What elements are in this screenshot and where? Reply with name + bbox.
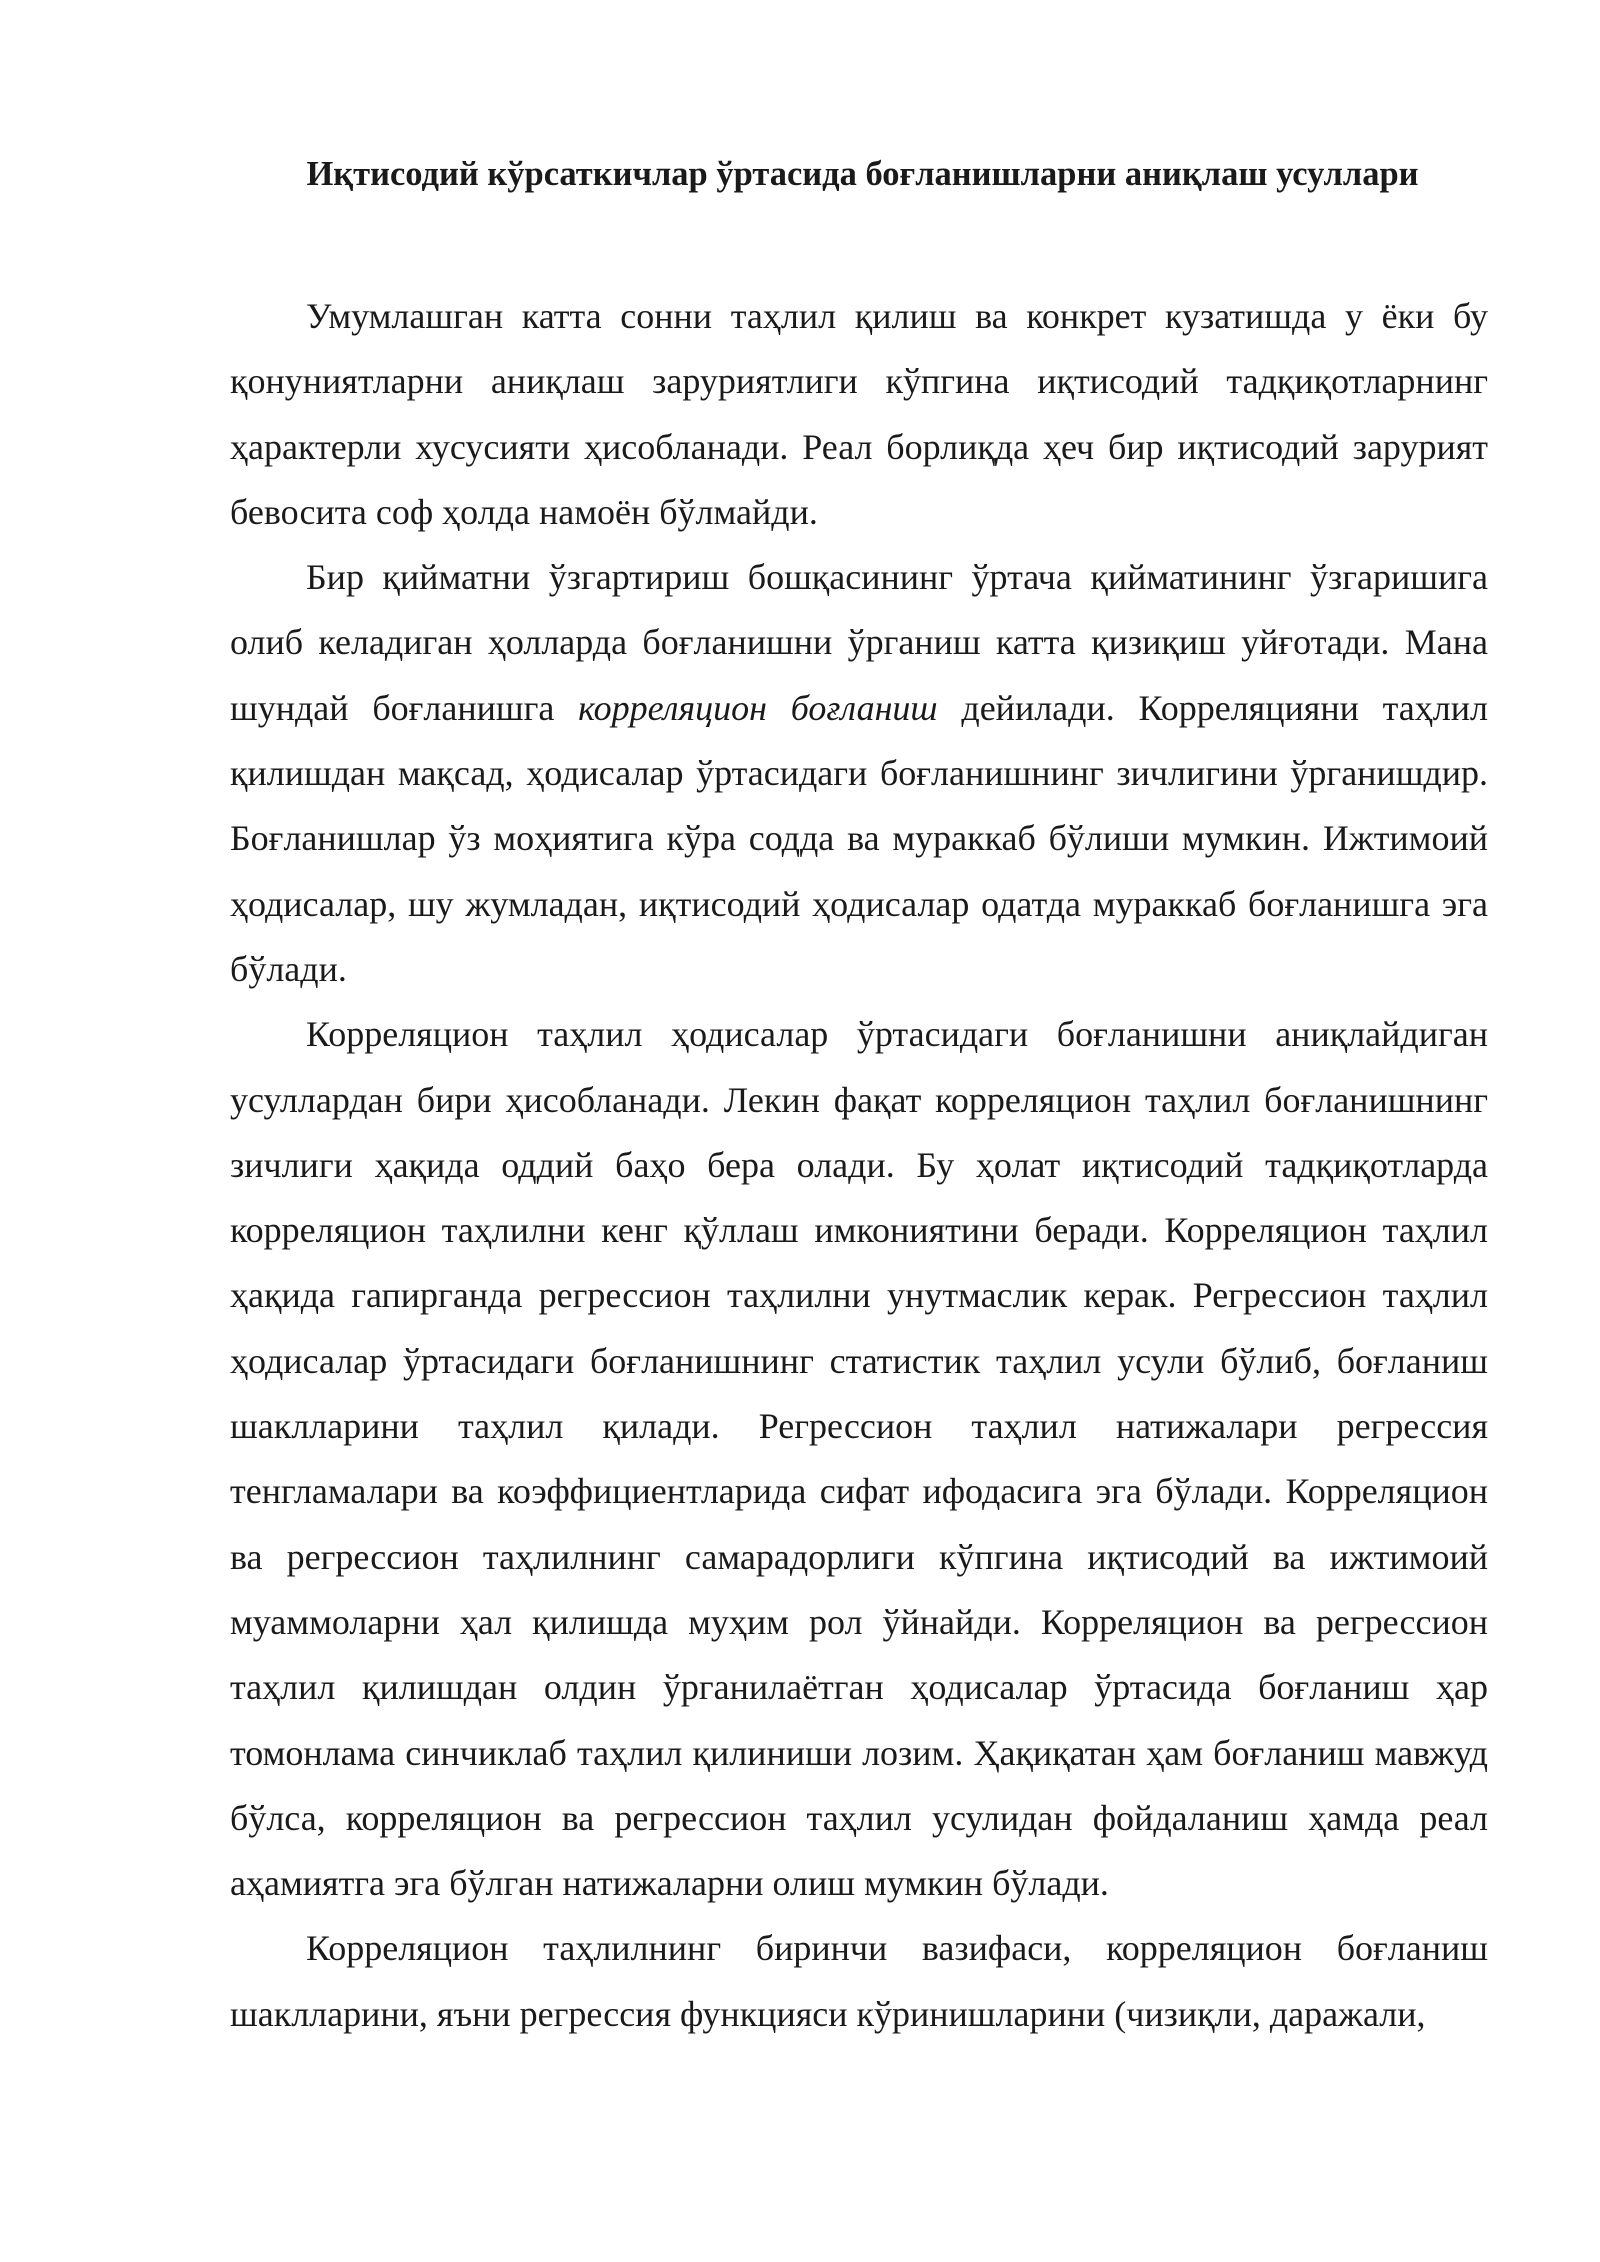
paragraph-2 (230, 545, 1488, 1002)
paragraph-3: Корреляцион таҳлил ҳодисалар ўртасидаги боғланишни аниқлайдиган усуллардан бири ҳисобланади. Лекин фақат корреляцион таҳлил боғланишнинг зичлиги ҳақида оддий баҳо бера олади. Бу ҳолат иқтисодий тадқиқотларда корреляцион таҳлилни кенг қўллаш имкониятини беради. Корреляцион таҳлил ҳақида гапирганда регрессион таҳлилни унутмаслик керак. Регрессион таҳлил ҳодисалар ўртасидаги боғланишнинг статистик таҳлил усули бўлиб, боғланиш шаклларини таҳлил қилади. Регрессион таҳлил натижалари регрессия тенгламалари ва коэффициентларида сифат ифодасига эга бўлади. Корреляцион ва регрессион таҳлилнинг самарадорлиги кўпгина иқтисодий ва ижтимоий муаммоларни ҳал қилишда муҳим рол ўйнайди. Корреляцион ва регрессион таҳлил қилишдан олдин ўрганилаётган ҳодисалар ўртасида боғланиш ҳар томонлама синчиклаб таҳлил қилиниши лозим. Ҳақиқатан ҳам боғланиш мавжуд бўлса, корреляцион ва регрессион таҳлил усулидан фойдаланиш ҳамда реал аҳамиятга эга бўлган натижаларни олиш мумкин бўлади. (230, 1014, 1488, 1904)
emphasized-term: корреляцион боғланиш (578, 687, 938, 728)
paragraph-2-text-before: Бир қийматни ўзгартириш бошқасининг ўртача қийматининг ўзгаришига олиб келадиган ҳолларда боғланишни ўрганиш катта қизиқиш уйғотади. Мана шундай боғланишга (230, 557, 1488, 728)
paragraph-2-text-after: дейилади. Корреляцияни таҳлил қилишдан мақсад, ҳодисалар ўртасидаги боғланишнинг зичлигини ўрганишдир. Боғланишлар ўз моҳиятига кўра содда ва мураккаб бўлиши мумкин. Ижтимоий ҳодисалар, шу жумладан, иқтисодий ҳодисалар одатда мураккаб боғланишга эга бўлади. (230, 687, 1488, 989)
document-body (230, 284, 1488, 2047)
paragraph-1: Умумлашган катта сонни таҳлил қилиш ва конкрет кузатишда у ёки бу қонуниятларни аниқлаш заруриятлиги кўпгина иқтисодий тадқиқотларнинг ҳарактерли хусусияти ҳисобланади. Реал борлиқда ҳеч бир иқтисодий зарурият бевосита соф ҳолда намоён бўлмайди. (230, 296, 1488, 532)
paragraph-4: Корреляцион таҳлилнинг биринчи вазифаси, корреляцион боғланиш шаклларини, яъни регрессия функцияси кўринишларини (чизиқли, даражали, (230, 1928, 1488, 2034)
document-title: Иқтисодий кўрсаткичлар ўртасида боғланишларни аниқлаш усуллари (306, 155, 1419, 193)
